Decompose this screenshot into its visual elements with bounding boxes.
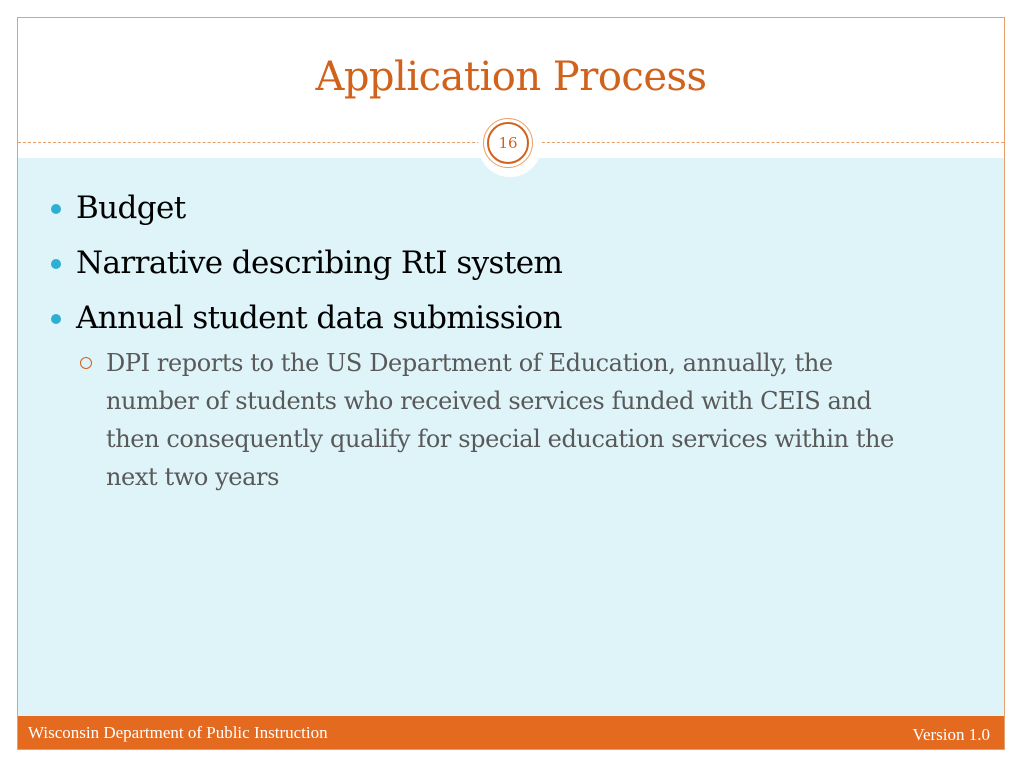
bullet-item-data-submission xyxy=(48,291,948,346)
page-number-badge xyxy=(478,113,542,177)
bullet-dot-icon xyxy=(51,204,61,214)
bullet-text: Annual student data submission xyxy=(76,300,562,336)
slide-title: Application Process xyxy=(315,54,707,100)
hollow-circle-bullet-icon xyxy=(80,357,92,369)
sub-bullet-text: DPI reports to the US Department of Education, annually, the number of students who received services funded with CEIS and then consequently qualify for special education services within the next two years xyxy=(106,349,894,491)
footer-version: Version 1.0 xyxy=(912,725,990,744)
bullet-dot-icon xyxy=(51,314,61,324)
sub-bullet-item xyxy=(48,344,906,496)
bullet-text: Budget xyxy=(76,190,186,226)
bullet-item-narrative xyxy=(48,236,948,291)
bullet-list xyxy=(48,181,948,496)
bullet-dot-icon xyxy=(51,259,61,269)
footer-bar xyxy=(18,716,1004,750)
slide xyxy=(17,17,1005,750)
footer-organization: Wisconsin Department of Public Instruction xyxy=(28,723,328,742)
bullet-item-budget xyxy=(48,181,948,236)
page-number: 16 xyxy=(487,122,529,164)
bullet-text: Narrative describing RtI system xyxy=(76,245,563,281)
